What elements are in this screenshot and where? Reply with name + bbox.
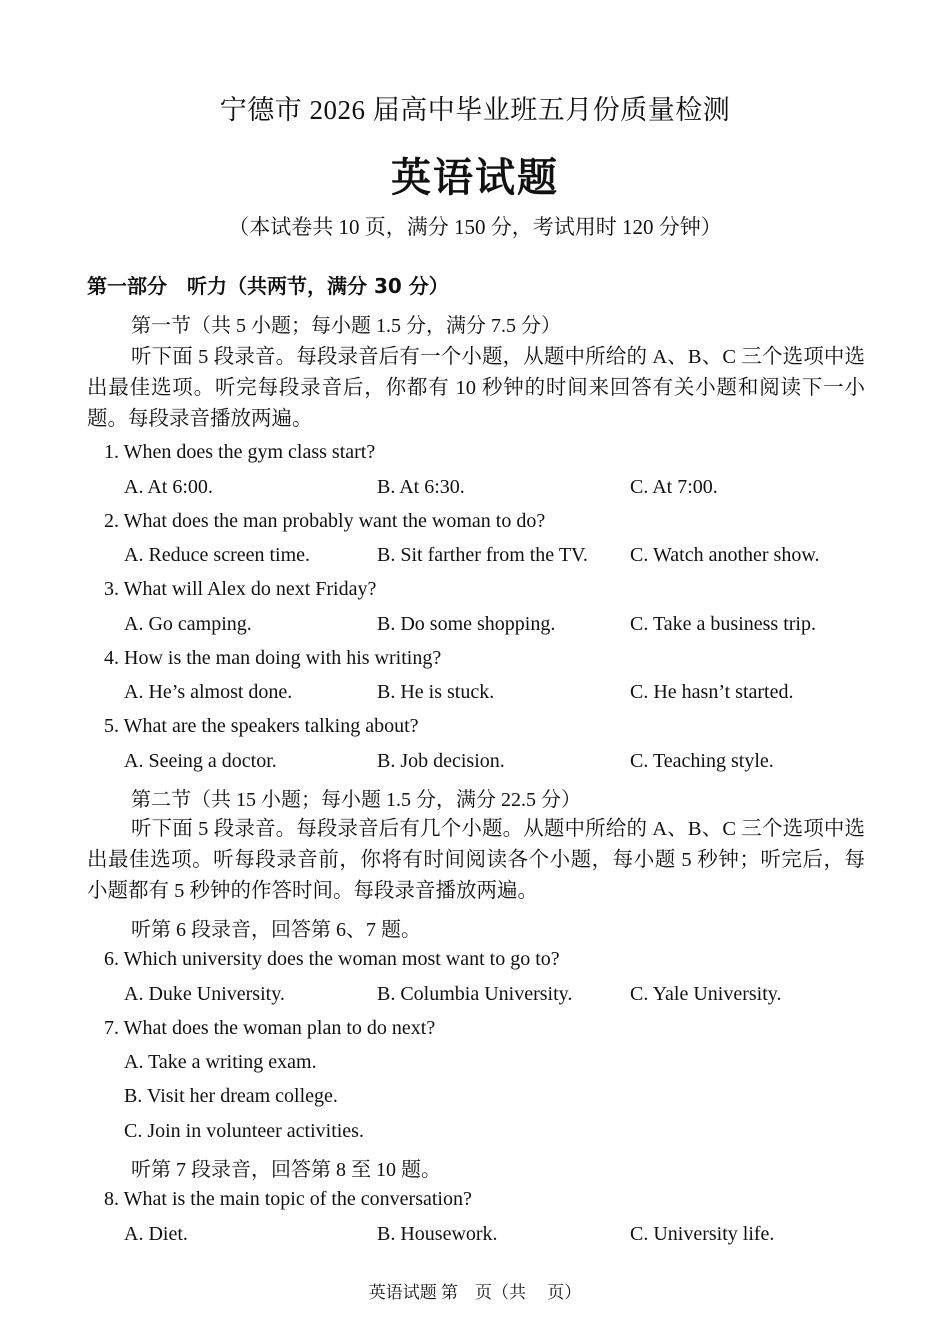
option-c: C. University life. [630,1223,775,1245]
option-a: A. At 6:00. [124,476,213,498]
option-b: B. He is stuck. [377,681,495,703]
option-c: C. He hasn’t started. [630,681,794,703]
section-heading: 第一节（共 5 小题；每小题 1.5 分，满分 7.5 分） [131,315,561,337]
question-stem: 7. What does the woman plan to do next? [104,1017,436,1039]
part-heading: 第一部分 听力（共两节，满分 30 分） [87,274,449,298]
question-stem: 6. Which university does the woman most want to go to? [104,948,560,970]
question-stem: 5. What are the speakers talking about? [104,715,419,737]
option-a: A. Go camping. [124,613,252,635]
listening-prompt: 听第 6 段录音，回答第 6、7 题。 [131,919,421,941]
page-title: 英语试题 [391,155,559,201]
question-stem: 8. What is the main topic of the conversation? [104,1188,472,1210]
option-b: B. Job decision. [377,750,505,772]
option-b: B. Do some shopping. [377,613,556,635]
option-a: A. Duke University. [124,983,285,1005]
listening-prompt: 听第 7 段录音，回答第 8 至 10 题。 [131,1159,441,1181]
option-b: B. Sit farther from the TV. [377,544,588,566]
question-stem: 4. How is the man doing with his writing? [104,647,442,669]
option-c: C. Teaching style. [630,750,774,772]
option-c: C. Watch another show. [630,544,820,566]
question-stem: 2. What does the man probably want the woman to do? [104,510,546,532]
option-b: B. Columbia University. [377,983,573,1005]
option-a: A. Diet. [124,1223,188,1245]
option-a: A. Seeing a doctor. [124,750,277,772]
section-instructions: 听下面 5 段录音。每段录音后有几个小题。从题中所给的 A、B、C 三个选项中选出最佳选项。听每段录音前，你将有时间阅读各个小题，每小题 5 秒钟；听完后，每小题都有 5 秒钟的作答时间。每段录音播放两遍。 [87,818,865,902]
option-b: B. Housework. [377,1223,498,1245]
option-b: B. Visit her dream college. [124,1085,338,1107]
option-c: C. At 7:00. [630,476,718,498]
question-stem: 1. When does the gym class start? [104,441,376,463]
page-footer: 英语试题 第 页（共 页） [368,1283,582,1302]
option-c: C. Take a business trip. [630,613,816,635]
option-b: B. At 6:30. [377,476,465,498]
option-a: A. Take a writing exam. [124,1051,317,1073]
exam-note: （本试卷共 10 页，满分 150 分，考试用时 120 分钟） [228,215,722,239]
option-a: A. He’s almost done. [124,681,293,703]
section-instructions: 听下面 5 段录音。每段录音后有一个小题，从题中所给的 A、B、C 三个选项中选出最佳选项。听完每段录音后，你都有 10 秒钟的时间来回答有关小题和阅读下一小题。每段录音播放两遍。 [87,346,865,430]
option-c: C. Join in volunteer activities. [124,1120,364,1142]
option-a: A. Reduce screen time. [124,544,311,566]
exam-session-title: 宁德市 2026 届高中毕业班五月份质量检测 [219,95,731,125]
option-c: C. Yale University. [630,983,782,1005]
section-heading: 第二节（共 15 小题；每小题 1.5 分，满分 22.5 分） [131,789,581,811]
question-stem: 3. What will Alex do next Friday? [104,578,377,600]
